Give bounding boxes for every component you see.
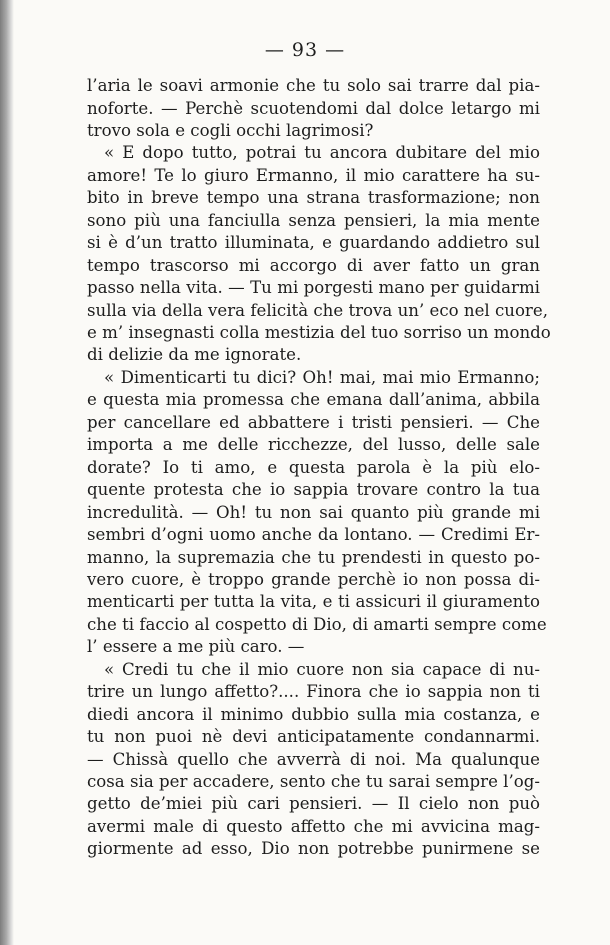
text-line: giormente ad esso, Dio non potrebbe punirmene se	[87, 839, 540, 859]
text-line: l’aria le soavi armonie che tu solo sai trarre dal pia-	[87, 76, 540, 95]
text-line: noforte. — Perchè scuotendomi dal dolce letargo mi	[87, 98, 540, 118]
text-line: che ti faccio al cospetto di Dio, di amarti sempre come	[87, 614, 547, 634]
text-line: getto de’miei più cari pensieri. — Il cielo non può	[87, 794, 540, 814]
text-line: bito in breve tempo una strana trasformazione; non	[87, 188, 540, 208]
text-line: e m’ insegnasti colla mestizia del tuo sorriso un mondo	[87, 322, 551, 342]
text-line: quente protesta che io sappia trovare contro la tua	[87, 480, 540, 500]
text-line: passo nella vita. — Tu mi porgesti mano per guidarmi	[87, 278, 540, 297]
text-line: — Chissà quello che avverrà di noi. Ma qualunque	[87, 749, 540, 769]
text-line: sembri d’ogni uomo anche da lontano. — Credimi Er-	[87, 525, 540, 544]
text-line: l’ essere a me più caro. —	[87, 637, 305, 657]
text-line: di delizie da me ignorate.	[87, 345, 302, 365]
text-line: tempo trascorso mi accorgo di aver fatto un gran	[87, 255, 540, 275]
text-line: incredulità. — Oh! tu non sai quanto più grande mi	[87, 502, 540, 522]
page-number: — 93 —	[264, 39, 346, 61]
page-binding-edge	[0, 0, 14, 945]
text-line: vero cuore, è troppo grande perchè io non possa di-	[87, 569, 540, 589]
text-line: tu non puoi nè devi anticipatamente condannarmi.	[87, 727, 540, 746]
text-line: per cancellare ed abbattere i tristi pensieri. — Che	[87, 412, 540, 432]
text-line: « Credi tu che il mio cuore non sia capace di nu-	[104, 659, 540, 679]
text-line: si è d’un tratto illuminata, e guardando addietro sul	[87, 233, 540, 253]
text-line: dorate? Io ti amo, e questa parola è la più elo-	[87, 457, 540, 477]
text-line: menticarti per tutta la vita, e ti assicuri il giuramento	[87, 592, 540, 612]
text-line: diedi ancora il minimo dubbio sulla mia costanza, e	[87, 704, 540, 724]
text-line: cosa sia per accadere, sento che tu sarai sempre l’og-	[87, 771, 540, 791]
text-line: manno, la supremazia che tu prendesti in questo po-	[87, 547, 540, 567]
text-line: importa a me delle ricchezze, del lusso, delle sale	[87, 435, 540, 455]
text-line: avermi male di questo affetto che mi avvicina mag-	[87, 816, 540, 836]
text-line: amore! Te lo giuro Ermanno, il mio carattere ha su-	[87, 165, 540, 185]
text-line: « E dopo tutto, potrai tu ancora dubitare del mio	[104, 143, 540, 163]
text-line: sono più una fanciulla senza pensieri, la mia mente	[87, 210, 540, 230]
text-line: sulla via della vera felicità che trova un’ eco nel cuore,	[87, 300, 548, 320]
text-line: « Dimenticarti tu dici? Oh! mai, mai mio Ermanno;	[104, 367, 540, 387]
text-line: e questa mia promessa che emana dall’anima, abbila	[87, 390, 540, 410]
text-line: trire un lungo affetto?.... Finora che io sappia non ti	[87, 682, 540, 702]
text-line: trovo sola e cogli occhi lagrimosi?	[87, 120, 374, 140]
